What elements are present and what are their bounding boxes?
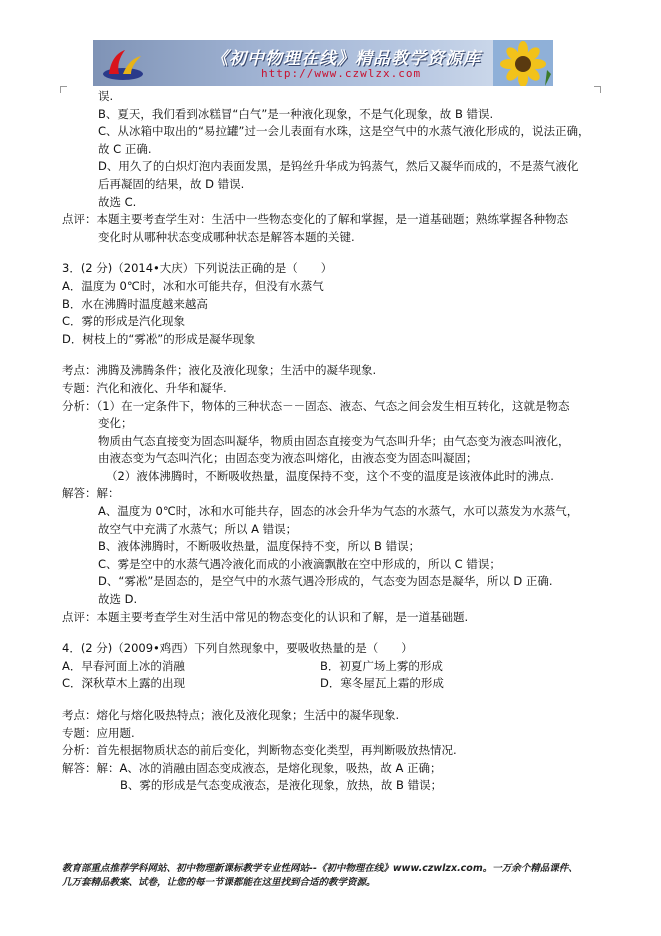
banner-title: 《初中物理在线》精品教学资源库	[211, 49, 481, 69]
text-line: 后再凝固的结果，故 D 错误.	[98, 176, 245, 191]
text-line: C．雾的形成是汽化现象	[62, 314, 186, 329]
option-right: B．初夏广场上雾的形成	[320, 658, 443, 673]
text-line: 4．(2 分)（2009•鸡西）下列自然现象中，要吸收热量的是（ ）	[62, 641, 413, 656]
text-line: 解答：解：A、冰的消融由固态变成液态，是熔化现象，吸热，故 A 正确；	[62, 760, 442, 775]
text-line: 故选 D.	[98, 592, 138, 607]
option-left: C．深秋草木上露的出现	[62, 676, 186, 691]
option-right: D．寒冬屋瓦上霜的形成	[320, 676, 444, 691]
text-line: A、温度为 0℃时，冰和水可能共存，固态的冰会升华为气态的水蒸气，水可以蒸发为水蒸气，	[98, 504, 579, 519]
header-banner	[93, 40, 553, 86]
text-line: 专题：汽化和液化、升华和凝华.	[62, 380, 227, 395]
text-line: 解答：解：	[62, 486, 120, 501]
text-line: B、液体沸腾时，不断吸收热量，温度保持不变，所以 B 错误；	[98, 539, 421, 554]
text-line: 分析：（1）在一定条件下，物体的三种状态－－固态、液态、气态之间会发生相互转化，这就是物态	[62, 398, 570, 413]
spacer	[62, 626, 602, 640]
site-logo	[99, 44, 147, 82]
document-body	[62, 88, 602, 795]
footer-line-2: 几万套精品教案、试卷，让您的每一节课都能在这里找到合适的教学资源。	[62, 877, 376, 888]
sunflower-image	[493, 40, 553, 86]
text-line: （2）液体沸腾时，不断吸收热量，温度保持不变，这个不变的温度是该液体此时的沸点.	[106, 468, 554, 483]
text-line: 故 C 正确.	[98, 141, 152, 156]
spacer	[62, 693, 602, 707]
spacer	[62, 246, 602, 260]
text-line: 分析：首先根据物质状态的前后变化，判断物态变化类型，再判断吸放热情况.	[62, 743, 457, 758]
text-block-after	[62, 693, 602, 795]
text-block-before	[62, 88, 602, 658]
page-footer	[62, 862, 622, 890]
text-line: B、雾的形成是气态变成液态，是液化现象，放热，故 B 错误；	[120, 778, 443, 793]
text-line: 故空气中充满了水蒸气；所以 A 错误；	[98, 521, 298, 536]
spacer	[62, 348, 602, 362]
text-line: 3．(2 分)（2014•大庆）下列说法正确的是（ ）	[62, 261, 333, 276]
banner-url[interactable]: http://www.czwlzx.com	[261, 67, 422, 80]
text-line: B、夏天，我们看到冰糕冒“白气”是一种液化现象，不是气化现象，故 B 错误.	[98, 106, 494, 121]
text-line: 考点：沸腾及沸腾条件；液化及液化现象；生活中的凝华现象.	[62, 363, 377, 378]
option-left: A．早春河面上冰的消融	[62, 658, 185, 673]
text-line: 误.	[98, 89, 114, 103]
text-line: 考点：熔化与熔化吸热特点；液化及液化现象；生活中的凝华现象.	[62, 708, 400, 722]
footer-line-1: 教育部重点推荐学科网站、初中物理新课标教学专业性网站--《初中物理在线》www.czwlzx.com。一万余个精品课件、	[62, 863, 578, 874]
text-line: C、雾是空中的水蒸气遇冷液化而成的小液滴飘散在空中形成的，所以 C 错误；	[98, 556, 501, 571]
text-line: 故选 C.	[98, 194, 137, 209]
text-line: B．水在沸腾时温度越来越高	[62, 296, 208, 311]
text-line: 专题：应用题.	[62, 725, 135, 740]
text-line: 点评：本题主要考查学生对：生活中一些物态变化的了解和掌握，是一道基础题；熟练掌握各种物态	[62, 212, 568, 227]
text-line: D、“雾凇”是固态的，是空气中的水蒸气遇冷形成的，气态变为固态是凝华，所以 D 正确.	[98, 574, 553, 589]
text-line: D、用久了的白炽灯泡内表面发黑，是钨丝升华成为钨蒸气，然后又凝华而成的，不是蒸气液化	[98, 159, 579, 174]
question-4-options	[62, 658, 602, 693]
text-line: 点评：本题主要考查学生对生活中常见的物态变化的认识和了解，是一道基础题.	[62, 609, 469, 624]
option-row	[62, 658, 602, 676]
text-line: 变化；	[98, 416, 133, 431]
text-line: C、从冰箱中取出的“易拉罐”过一会儿表面有水珠，这是空气中的水蒸气液化形成的，说法正确，	[98, 124, 590, 139]
text-line: 由液态变为气态叫汽化；由固态变为液态叫熔化，由液态变为固态叫凝固；	[98, 451, 478, 466]
option-row	[62, 675, 602, 693]
text-line: 变化时从哪种状态变成哪种状态是解答本题的关键.	[98, 229, 355, 244]
text-line: 物质由气态直接变为固态叫凝华，物质由固态直接变为气态叫升华；由气态变为液态叫液化，	[98, 433, 570, 448]
text-line: A．温度为 0℃时，冰和水可能共存，但没有水蒸气	[62, 278, 324, 293]
text-line: D．树枝上的“雾凇”的形成是凝华现象	[62, 331, 256, 346]
